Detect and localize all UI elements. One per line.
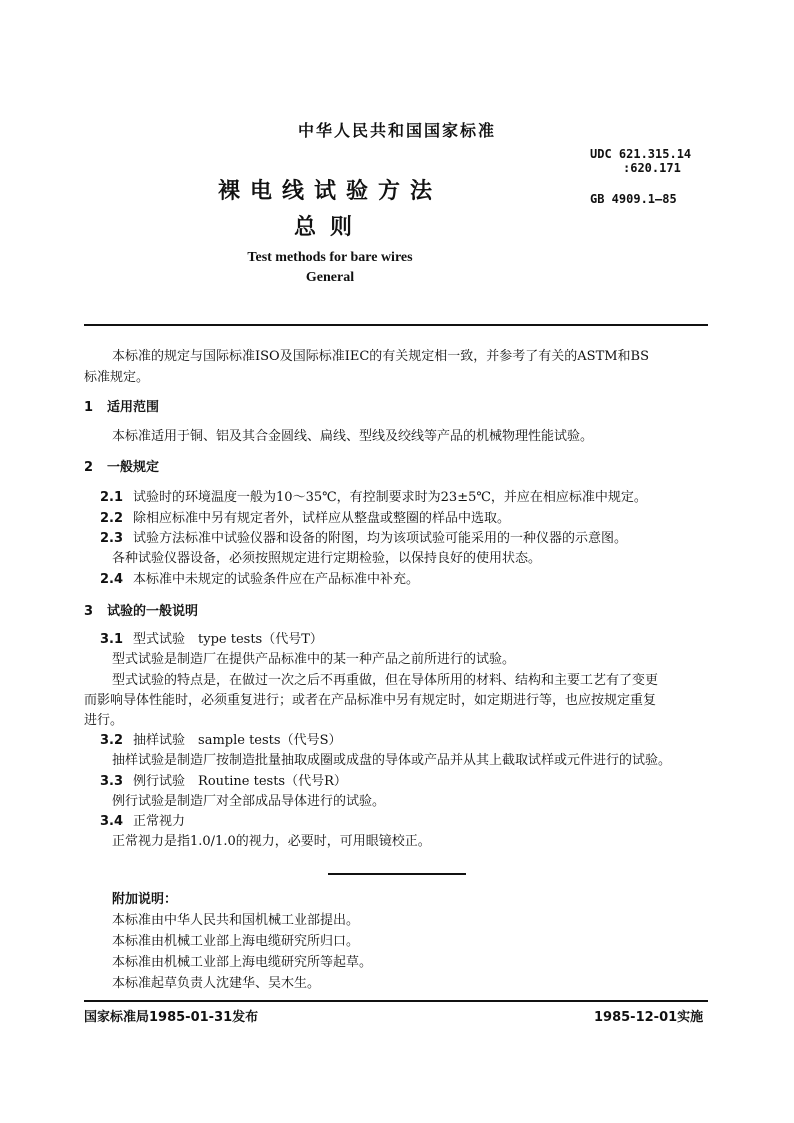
note-line-3: 本标准由机械工业部上海电缆研究所等起草。 [112, 955, 373, 970]
clause-3-3-heading [100, 770, 347, 789]
clause-number: 3.4 [100, 814, 124, 829]
udc-line-2: :620.171 [623, 161, 681, 175]
clause-3-1-heading [100, 628, 323, 647]
section-2-title: 一般规定 [107, 460, 160, 475]
clause-2-4 [100, 568, 419, 587]
clause-number: 2.2 [100, 511, 124, 526]
section-1-title: 适用范围 [107, 400, 160, 415]
clause-2-1 [100, 486, 647, 505]
header-divider [84, 324, 708, 326]
document-title: 裸电线试验方法 [217, 179, 442, 204]
clause-number: 3.1 [100, 632, 124, 647]
clause-3-1-text-b1: 型式试验的特点是，在做过一次之后不再重做，但在导体所用的材料、结构和主要工艺有了变更 [112, 673, 659, 688]
clause-title: 正常视力 [133, 814, 186, 829]
note-line-1: 本标准由中华人民共和国机械工业部提出。 [112, 913, 360, 928]
clause-number: 3.3 [100, 774, 124, 789]
section-3-number: 3 [84, 604, 94, 619]
notes-divider [328, 873, 466, 875]
section-3-heading [84, 600, 198, 619]
clause-title: 型式试验 type tests（代号T） [133, 632, 323, 647]
gb-number: GB 4909.1—85 [590, 192, 677, 206]
effective-date: 1985-12-01实施 [594, 1010, 704, 1025]
document-subtitle: 总则 [293, 215, 366, 240]
intro-line-1: 本标准的规定与国际标准ISO及国际标准IEC的有关规定相一致，并参考了有关的ASTM和BS [112, 349, 650, 364]
clause-3-3-text: 例行试验是制造厂对全部成品导体进行的试验。 [112, 794, 386, 809]
clause-text: 除相应标准中另有规定者外，试样应从整盘或整圈的样品中选取。 [133, 511, 511, 526]
clause-title: 例行试验 Routine tests（代号R） [133, 774, 347, 789]
clause-text: 试验时的环境温度一般为10～35℃，有控制要求时为23±5℃，并应在相应标准中规定。 [133, 490, 647, 505]
section-1-heading [84, 396, 159, 415]
udc-line-1: UDC 621.315.14 [590, 147, 692, 161]
section-2-number: 2 [84, 460, 94, 475]
clause-3-2-text: 抽样试验是制造厂按制造批量抽取成圈或成盘的导体或产品并从其上截取试样或元件进行的试验。 [112, 753, 672, 768]
notes-title: 附加说明： [112, 892, 178, 907]
clause-2-2 [100, 507, 510, 526]
standard-org-title: 中华人民共和国国家标准 [297, 121, 496, 140]
clause-3-4-text: 正常视力是指1.0/1.0的视力，必要时，可用眼镜校正。 [112, 834, 431, 849]
clause-2-3 [100, 527, 627, 546]
footer-divider [84, 1000, 708, 1002]
note-line-4: 本标准起草负责人沈建华、吴木生。 [112, 976, 321, 991]
issue-date: 国家标准局1985-01-31发布 [84, 1010, 259, 1025]
section-1-number: 1 [84, 400, 94, 415]
clause-3-1-text-b2: 而影响导体性能时，必须重复进行；或者在产品标准中另有规定时，如定期进行等，也应按规定重复 [84, 693, 657, 708]
english-title: Test methods for bare wires [247, 250, 413, 265]
clause-3-1-text-b3: 进行。 [84, 713, 124, 728]
section-1-text: 本标准适用于铜、铝及其合金圆线、扁线、型线及绞线等产品的机械物理性能试验。 [112, 429, 594, 444]
clause-3-4-heading [100, 810, 185, 829]
clause-number: 3.2 [100, 733, 124, 748]
note-line-2: 本标准由机械工业部上海电缆研究所归口。 [112, 934, 360, 949]
clause-text: 试验方法标准中试验仪器和设备的附图，均为该项试验可能采用的一种仪器的示意图。 [133, 531, 628, 546]
clause-number: 2.4 [100, 572, 124, 587]
clause-2-3-continued: 各种试验仪器设备，必须按照规定进行定期检验，以保持良好的使用状态。 [112, 551, 542, 566]
section-2-heading [84, 456, 159, 475]
section-3-title: 试验的一般说明 [107, 604, 199, 619]
intro-line-2: 标准规定。 [84, 370, 150, 385]
clause-number: 2.3 [100, 531, 124, 546]
english-subtitle: General [305, 270, 355, 285]
clause-3-2-heading [100, 729, 341, 748]
clause-3-1-text-a: 型式试验是制造厂在提供产品标准中的某一种产品之前所进行的试验。 [112, 652, 516, 667]
clause-title: 抽样试验 sample tests（代号S） [133, 733, 342, 748]
clause-number: 2.1 [100, 490, 124, 505]
udc-code [590, 147, 691, 175]
clause-text: 本标准中未规定的试验条件应在产品标准中补充。 [133, 572, 420, 587]
